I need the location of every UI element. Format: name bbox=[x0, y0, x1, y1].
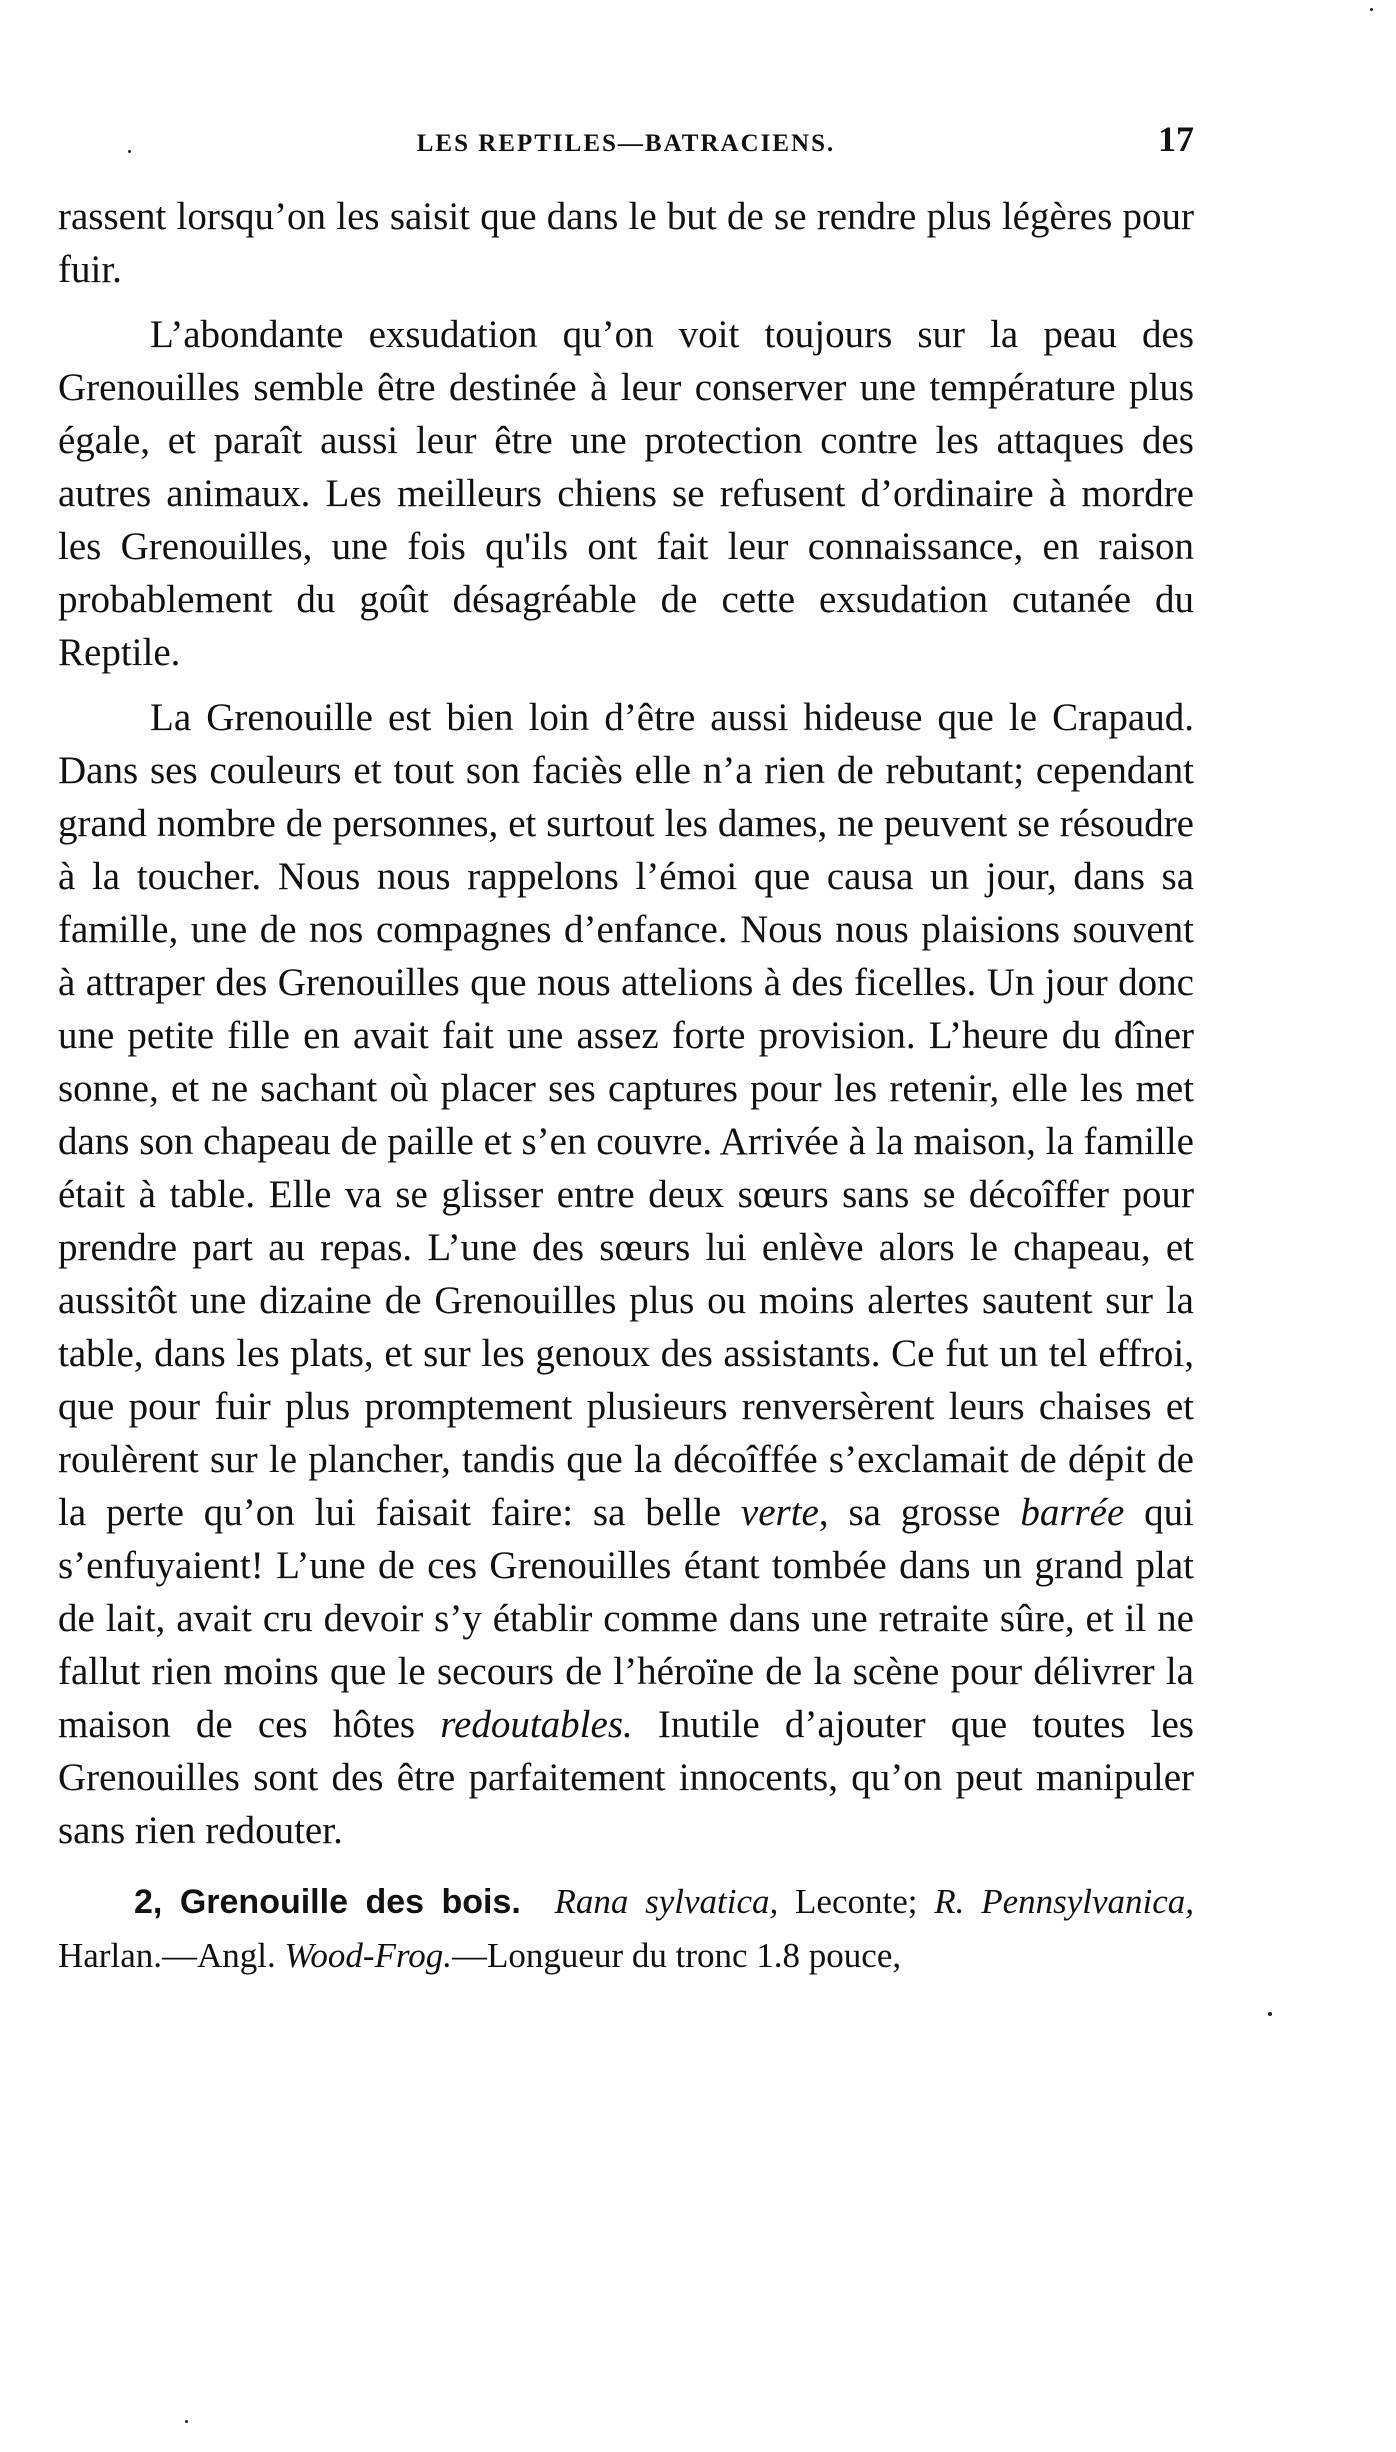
anecdote-text-3: qui s’enfuyaient! L’une de ces Grenouilles étant tombée dans un grand plat de lait, avait cru devoir s’y établir comme dans une retraite sûre, et il ne fallut rien moins que le secours de l’héroïne de la scène pour délivrer la maison de ces hôtes bbox=[58, 1491, 1194, 1746]
species-heading: 2, Grenouille des bois. bbox=[134, 1883, 521, 1921]
anecdote-text-2: , sa grosse bbox=[818, 1491, 1021, 1534]
author-1: Leconte; bbox=[778, 1882, 918, 1921]
species-entry bbox=[58, 1875, 1194, 1983]
paragraph-continuation: rassent lorsqu’on les saisit que dans le but de se rendre plus légères pour fuir. bbox=[58, 195, 1194, 291]
measurement-text: —Longueur du tronc 1.8 pouce, bbox=[452, 1936, 902, 1975]
italic-barree: barrée bbox=[1020, 1491, 1125, 1534]
italic-redoutables: redoutables. bbox=[440, 1703, 633, 1746]
scan-speck bbox=[185, 2420, 188, 2423]
scan-speck bbox=[1370, 8, 1373, 11]
body-text bbox=[58, 190, 1194, 1983]
scientific-name-1: Rana sylvatica, bbox=[554, 1882, 779, 1921]
paragraph-exsudation: L’abondante exsudation qu’on voit toujours sur la peau des Grenouilles semble être destinée à leur conserver une température plus égale, et paraît aussi leur être une protection contre les attaques des autres animaux. Les meilleurs chiens se refusent d’ordinaire à mordre les Grenouilles, une fois qu'ils ont fait leur connaissance, en raison probablement du goût désagréable de cette exsudation cutanée du Reptile. bbox=[58, 313, 1194, 674]
running-head bbox=[58, 118, 1194, 168]
running-title: LES REPTILES—BATRACIENS. bbox=[416, 130, 836, 157]
italic-verte: verte bbox=[740, 1491, 819, 1534]
author-2: Harlan.—Angl. bbox=[58, 1936, 276, 1975]
anecdote-text-1: La Grenouille est bien loin d’être aussi hideuse que le Crapaud. Dans ses couleurs et tout son faciès elle n’a rien de rebutant; cependant grand nombre de personnes, et surtout les dames, ne peuvent se résoudre à la toucher. Nous nous rappelons l’émoi que causa un jour, dans sa famille, une de nos compagnes d’enfance. Nous nous plaisions souvent à attraper des Grenouilles que nous attelions à des ficelles. Un jour donc une petite fille en avait fait une assez forte provision. L’heure du dîner sonne, et ne sachant où placer ses captures pour les retenir, elle les met dans son chapeau de paille et s’en couvre. Arrivée à la maison, la famille était à table. Elle va se glisser entre deux sœurs sans se décoîffer pour prendre part au repas. L’une des sœurs lui enlève alors le chapeau, et aussitôt une dizaine de Grenouilles plus ou moins alertes sautent sur la table, dans les plats, et sur les genoux des assistants. Ce fut un tel effroi, que pour fuir plus promptement plusieurs renversèrent leurs chaises et roulèrent sur le plancher, tandis que la décoîffée s’exclamait de dépit de la perte qu’on lui faisait faire: sa belle bbox=[58, 696, 1194, 1534]
paragraph-grenouille-anecdote bbox=[58, 691, 1194, 1857]
anecdote-text-4: Inutile d’ajouter que toutes les Grenouilles sont des être parfaitement innocents, qu’on peut manipuler sans rien redouter. bbox=[58, 1703, 1194, 1852]
scientific-name-2: R. Pennsylvanica, bbox=[934, 1882, 1195, 1921]
scan-speck bbox=[1268, 2012, 1272, 2016]
page-number: 17 bbox=[1158, 119, 1194, 159]
scan-speck bbox=[128, 150, 131, 153]
common-name: Wood-Frog. bbox=[284, 1936, 453, 1975]
